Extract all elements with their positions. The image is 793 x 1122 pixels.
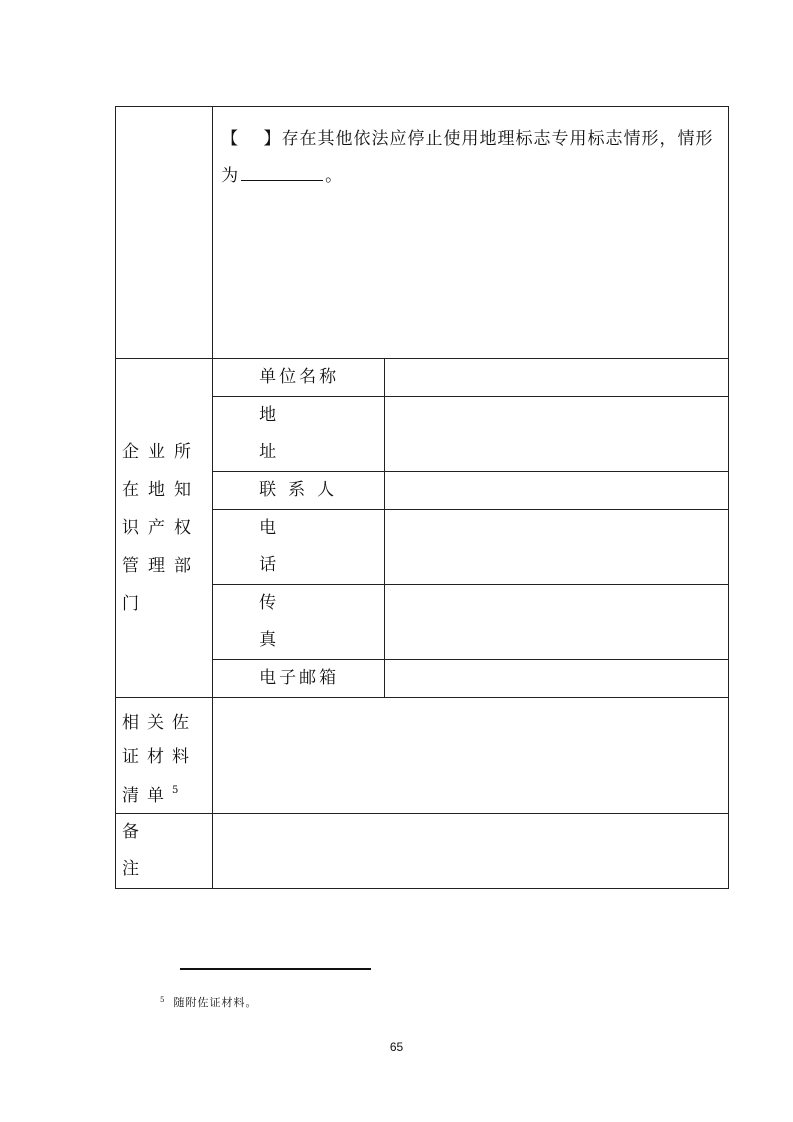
field-value-email[interactable] [385, 660, 729, 698]
field-label-unit-name: 单位名称 [259, 367, 340, 387]
footnote-reference: 5 [172, 785, 179, 796]
remarks-value-cell[interactable] [213, 814, 729, 889]
field-value-address[interactable] [385, 397, 729, 472]
field-value-phone[interactable] [385, 510, 729, 585]
field-label-cell [213, 510, 437, 585]
footnote [160, 994, 257, 1010]
authority-label-cell [116, 359, 213, 698]
condition-description: 存在其他依法应停止使用地理标志专用标志情形，情形为 [221, 129, 714, 186]
field-value-contact-person[interactable] [385, 472, 729, 510]
field-value-fax[interactable] [385, 585, 729, 660]
field-label-cell [213, 472, 385, 510]
empty-label-cell [116, 107, 213, 359]
footnote-text: 随附佐证材料。 [173, 996, 258, 1009]
authority-label: 企业所在地知识产权管理部门 [122, 442, 200, 614]
remarks-label: 备注 [122, 822, 169, 879]
checkbox-bracket[interactable]: 【 】 [221, 129, 282, 149]
field-label-cell [213, 359, 385, 397]
field-label-fax: 传 真 [259, 593, 437, 650]
documents-label-text: 相关佐证材料清单 [122, 713, 197, 806]
condition-end-mark: 。 [325, 166, 344, 186]
other-condition-cell [213, 107, 729, 359]
documents-label-cell [116, 698, 213, 814]
field-label-cell [213, 660, 385, 698]
documents-value-cell[interactable] [213, 698, 729, 814]
field-label-cell [213, 585, 437, 660]
other-condition-row [116, 107, 729, 359]
remarks-label-cell [116, 814, 213, 889]
documents-label [116, 698, 212, 813]
remarks-row [116, 814, 729, 889]
field-label-phone: 电 话 [259, 518, 437, 575]
field-label-contact-person: 联系人 [259, 480, 347, 500]
field-value-unit-name[interactable] [385, 359, 729, 397]
footnote-separator [180, 968, 371, 970]
footnote-number: 5 [160, 996, 166, 1004]
contact-row-name [116, 359, 729, 397]
field-label-address: 地 址 [259, 405, 437, 462]
supporting-documents-row [116, 698, 729, 814]
application-form-table [115, 106, 729, 889]
field-label-cell [213, 397, 437, 472]
field-label-email: 电子邮箱 [259, 668, 340, 688]
page-number: 65 [389, 1040, 404, 1054]
other-condition-text [213, 107, 728, 195]
condition-blank-line[interactable] [241, 162, 323, 181]
